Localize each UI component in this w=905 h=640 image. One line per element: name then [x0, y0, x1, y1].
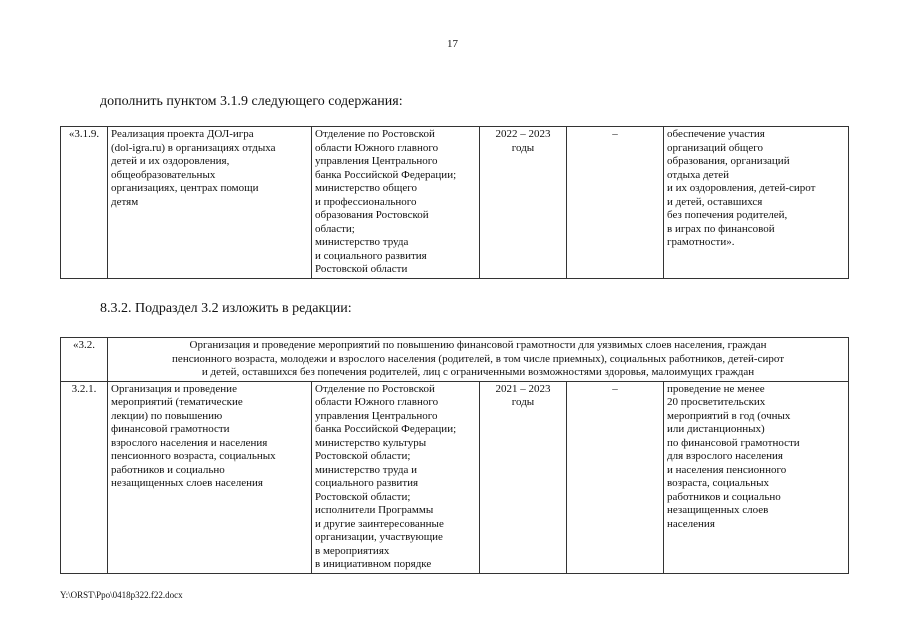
text-line: обеспечение участия — [667, 128, 765, 140]
text-line: Ростовской области; — [315, 450, 411, 462]
text-line: в мероприятиях — [315, 544, 390, 557]
text-line: министерство труда и — [315, 463, 417, 476]
item-number: 3.2.1. — [61, 381, 108, 573]
text-line: Организация и проведение — [111, 382, 237, 395]
text-line: Организация и проведение мероприятий по повышению финансовой грамотности для уязвимых слоев населения, граждан — [189, 339, 767, 351]
paragraph-subsection: 8.3.2. Подраздел 3.2 изложить в редакции: — [100, 301, 352, 316]
text-line: Реализация проекта ДОЛ-игра — [111, 128, 254, 140]
text-line: населения — [667, 517, 715, 530]
text-line: образования, организаций — [667, 155, 790, 167]
item-name — [108, 127, 312, 279]
text-line: и населения пенсионного — [667, 463, 787, 476]
text-line: области; — [315, 222, 355, 235]
text-line: 20 просветительских — [667, 396, 766, 408]
text-line: Ростовской области; — [315, 490, 411, 503]
table-row — [61, 381, 849, 573]
text-line: Отделение по Ростовской — [315, 382, 435, 395]
text-line: для взрослого населения — [667, 450, 783, 462]
text-line: организации, участвующие — [315, 531, 443, 543]
text-line: министерство общего — [315, 182, 417, 194]
section-heading — [108, 338, 849, 382]
item-result — [664, 381, 849, 573]
item-number: «3.1.9. — [61, 127, 108, 279]
table-item-3-1-9 — [60, 126, 849, 279]
table-row — [61, 127, 849, 279]
text-line: возраста, социальных — [667, 477, 769, 489]
text-line: по финансовой грамотности — [667, 436, 800, 449]
text-line: пенсионного возраста, молодежи и взрослого населения (родителей, в том числе приемных), социальных работников, детей-сирот — [172, 352, 784, 365]
text-line: 2022 – 2023 — [495, 128, 551, 140]
text-line: годы — [511, 141, 535, 154]
text-line: управления Центрального — [315, 409, 438, 422]
item-years — [480, 381, 567, 573]
text-line: банка Российской Федерации; — [315, 423, 457, 435]
text-line: в инициативном порядке — [315, 558, 432, 570]
item-funding: – — [567, 381, 664, 573]
text-line: организациях, центрах помощи — [111, 182, 259, 194]
text-line: финансовой грамотности — [111, 423, 230, 435]
file-path-footer: Y:\ORST\Ppo\0418p322.f22.docx — [60, 590, 183, 600]
text-line: управления Центрального — [315, 155, 438, 167]
text-line: социального развития — [315, 477, 419, 489]
text-line: в играх по финансовой — [667, 222, 775, 235]
text-line: и детей, оставшихся — [667, 195, 763, 208]
text-line: работников и социально — [667, 490, 781, 503]
text-line: незащищенных слоев — [667, 504, 769, 516]
text-line: области Южного главного — [315, 141, 439, 154]
table-subsection-3-2 — [60, 337, 849, 574]
text-line: Отделение по Ростовской — [315, 128, 435, 140]
text-line: организаций общего — [667, 141, 763, 154]
text-line: образования Ростовской — [315, 209, 429, 221]
section-number: «3.2. — [61, 338, 108, 382]
text-line: годы — [511, 396, 535, 408]
text-line: без попечения родителей, — [667, 209, 788, 221]
text-line: или дистанционных) — [667, 423, 765, 435]
text-line: и их оздоровления, детей-сирот — [667, 182, 816, 194]
text-line: общеобразовательных — [111, 168, 216, 181]
text-line: детей и их оздоровления, — [111, 155, 230, 167]
text-line: лекции) по повышению — [111, 409, 223, 422]
text-line: взрослого населения и населения — [111, 436, 268, 449]
text-line: проведение не менее — [667, 382, 765, 395]
text-line: Ростовской области — [315, 263, 408, 275]
item-result — [664, 127, 849, 279]
paragraph-add-item: дополнить пунктом 3.1.9 следующего содержания: — [100, 94, 403, 109]
text-line: мероприятий в год (очных — [667, 409, 791, 422]
text-line: министерство культуры — [315, 436, 427, 449]
text-line: грамотности». — [667, 236, 735, 248]
text-line: незащищенных слоев населения — [111, 477, 263, 489]
text-line: области Южного главного — [315, 396, 439, 408]
text-line: и детей, оставшихся без попечения родителей, лиц с ограниченными возможностями здоровья, малоимущих граждан — [201, 366, 755, 378]
text-line: министерство труда — [315, 236, 409, 248]
text-line: исполнители Программы — [315, 504, 434, 516]
text-line: и социального развития — [315, 249, 427, 262]
text-line: отдыха детей — [667, 168, 730, 181]
item-executors — [312, 381, 480, 573]
item-years — [480, 127, 567, 279]
text-line: работников и социально — [111, 463, 225, 476]
text-line: мероприятий (тематические — [111, 396, 243, 408]
item-funding: – — [567, 127, 664, 279]
item-name — [108, 381, 312, 573]
table-heading-row — [61, 338, 849, 382]
text-line: детям — [111, 195, 139, 208]
text-line: 2021 – 2023 — [495, 382, 551, 395]
text-line: (dol-igra.ru) в организациях отдыха — [111, 141, 276, 154]
page-number: 17 — [447, 38, 458, 50]
text-line: пенсионного возраста, социальных — [111, 450, 276, 462]
text-line: банка Российской Федерации; — [315, 168, 457, 181]
text-line: и профессионального — [315, 195, 417, 208]
text-line: и другие заинтересованные — [315, 517, 444, 530]
item-executors — [312, 127, 480, 279]
